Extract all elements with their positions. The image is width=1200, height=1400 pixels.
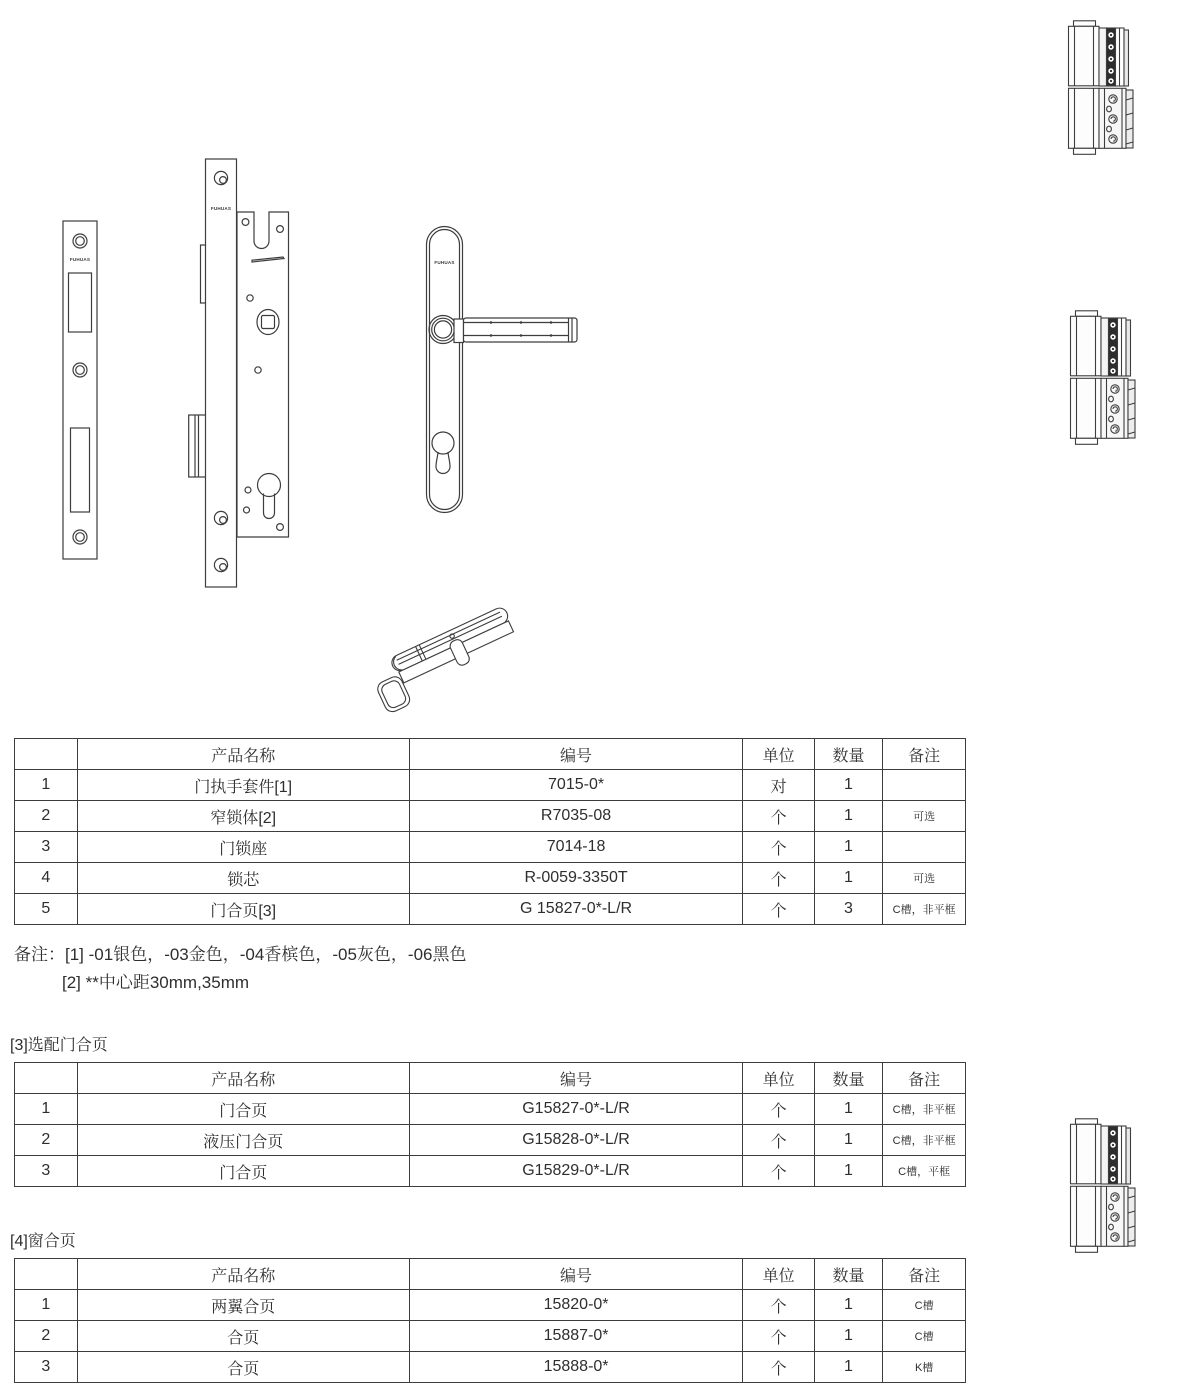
cell-qty: 1: [814, 1094, 882, 1125]
column-header-product-name: 产品名称: [77, 739, 409, 770]
cell-remark: C槽，平框: [883, 1156, 966, 1187]
cell-product-name: 门锁座: [77, 832, 409, 863]
table-row: [15, 832, 966, 863]
cell-part-number: 15820-0*: [409, 1290, 743, 1321]
column-header-index: [15, 1063, 78, 1094]
cell-product-name: 门合页: [77, 1094, 409, 1125]
cell-unit: 个: [743, 1156, 814, 1187]
cell-qty: 1: [814, 1156, 882, 1187]
optional-door-hinges-table: [14, 1062, 966, 1187]
cell-index: 5: [15, 894, 78, 925]
note-line-1: [14, 941, 466, 969]
cell-unit: 个: [743, 801, 814, 832]
cell-index: 1: [15, 1290, 78, 1321]
table-row: [15, 1352, 966, 1383]
cell-product-name: 液压门合页: [77, 1125, 409, 1156]
column-header-remark: 备注: [883, 739, 966, 770]
cell-part-number: G15829-0*-L/R: [409, 1156, 743, 1187]
cell-remark: C槽: [883, 1290, 966, 1321]
cell-index: 3: [15, 1352, 78, 1383]
cell-unit: 个: [743, 1125, 814, 1156]
cell-product-name: 窄锁体[2]: [77, 801, 409, 832]
cell-qty: 3: [814, 894, 882, 925]
column-header-remark: 备注: [883, 1259, 966, 1290]
cell-remark: [883, 832, 966, 863]
column-header-product-name: 产品名称: [77, 1063, 409, 1094]
cell-index: 4: [15, 863, 78, 894]
header-row: [15, 1063, 966, 1094]
cell-part-number: R-0059-3350T: [409, 863, 743, 894]
window-hinges-table: [14, 1258, 966, 1383]
table-row: [15, 894, 966, 925]
cell-remark: [883, 770, 966, 801]
cell-index: 2: [15, 1125, 78, 1156]
door-handle-drawing: [425, 225, 585, 515]
cell-part-number: G15827-0*-L/R: [409, 1094, 743, 1125]
cell-part-number: R7035-08: [409, 801, 743, 832]
header-row: [15, 1259, 966, 1290]
table-row: [15, 1094, 966, 1125]
cell-product-name: 门合页[3]: [77, 894, 409, 925]
cell-remark: C槽: [883, 1321, 966, 1352]
cell-product-name: 两翼合页: [77, 1290, 409, 1321]
table-row: [15, 1125, 966, 1156]
column-header-part-number: 编号: [409, 1259, 743, 1290]
main-parts-table: [14, 738, 966, 925]
table-row: [15, 863, 966, 894]
table-row: [15, 1321, 966, 1352]
table-row: [15, 1290, 966, 1321]
column-header-index: [15, 1259, 78, 1290]
column-header-unit: 单位: [743, 1259, 814, 1290]
cell-unit: 个: [743, 832, 814, 863]
cell-qty: 1: [814, 1321, 882, 1352]
strike-plate-drawing: [62, 220, 98, 560]
column-header-index: [15, 739, 78, 770]
cell-product-name: 锁芯: [77, 863, 409, 894]
column-header-part-number: 编号: [409, 1063, 743, 1094]
cell-index: 3: [15, 832, 78, 863]
cell-unit: 个: [743, 1290, 814, 1321]
column-header-remark: 备注: [883, 1063, 966, 1094]
cell-unit: 个: [743, 1352, 814, 1383]
cell-unit: 个: [743, 1094, 814, 1125]
cell-index: 2: [15, 1321, 78, 1352]
cell-remark: C槽，非平框: [883, 1094, 966, 1125]
cell-remark: C槽，非平框: [883, 894, 966, 925]
note-line-2: [14, 969, 466, 997]
cell-product-name: 门执手套件[1]: [77, 770, 409, 801]
cell-part-number: 7014-18: [409, 832, 743, 863]
column-header-qty: 数量: [814, 739, 882, 770]
cell-index: 3: [15, 1156, 78, 1187]
table-row: [15, 770, 966, 801]
cell-unit: 个: [743, 863, 814, 894]
table-row: [15, 801, 966, 832]
cell-index: 1: [15, 1094, 78, 1125]
column-header-qty: 数量: [814, 1063, 882, 1094]
cell-remark: C槽，非平框: [883, 1125, 966, 1156]
cell-qty: 1: [814, 863, 882, 894]
cell-qty: 1: [814, 832, 882, 863]
brand-logo-text: FUHUAS: [434, 260, 455, 265]
cell-qty: 1: [814, 801, 882, 832]
cell-product-name: 合页: [77, 1321, 409, 1352]
cell-part-number: G15828-0*-L/R: [409, 1125, 743, 1156]
column-header-unit: 单位: [743, 1063, 814, 1094]
brand-logo-text: FUHUAS: [210, 206, 232, 211]
note-text-1: [1] -01银色，-03金色，-04香槟色，-05灰色，-06黑色: [65, 945, 467, 964]
cell-unit: 个: [743, 894, 814, 925]
cell-qty: 1: [814, 770, 882, 801]
section-label-window-hinges: [4]窗合页: [10, 1233, 76, 1250]
notes-block: [14, 941, 466, 997]
cell-part-number: 15888-0*: [409, 1352, 743, 1383]
door-hinge-drawing-3: [1068, 1118, 1140, 1254]
door-hinge-drawing-2: [1068, 310, 1140, 446]
cell-product-name: 门合页: [77, 1156, 409, 1187]
door-hinge-drawing-1: [1066, 20, 1138, 156]
cell-part-number: 15887-0*: [409, 1321, 743, 1352]
cell-product-name: 合页: [77, 1352, 409, 1383]
table-row: [15, 1156, 966, 1187]
cell-part-number: 7015-0*: [409, 770, 743, 801]
lock-body-drawing: [188, 158, 290, 588]
brand-logo-text: FUHUAS: [69, 257, 91, 262]
cell-remark: 可选: [883, 863, 966, 894]
column-header-product-name: 产品名称: [77, 1259, 409, 1290]
cell-qty: 1: [814, 1352, 882, 1383]
column-header-unit: 单位: [743, 739, 814, 770]
column-header-part-number: 编号: [409, 739, 743, 770]
cell-index: 2: [15, 801, 78, 832]
column-header-qty: 数量: [814, 1259, 882, 1290]
cell-remark: K槽: [883, 1352, 966, 1383]
header-row: [15, 739, 966, 770]
cell-qty: 1: [814, 1290, 882, 1321]
note-text-2: [2] **中心距30mm,35mm: [62, 973, 250, 992]
cell-index: 1: [15, 770, 78, 801]
cell-qty: 1: [814, 1125, 882, 1156]
lock-cylinder-drawing: [368, 594, 536, 718]
cell-unit: 个: [743, 1321, 814, 1352]
notes-prefix: 备注：: [14, 945, 65, 964]
cell-remark: 可选: [883, 801, 966, 832]
cell-unit: 对: [743, 770, 814, 801]
cell-part-number: G 15827-0*-L/R: [409, 894, 743, 925]
section-label-optional-door-hinges: [3]选配门合页: [10, 1037, 108, 1054]
